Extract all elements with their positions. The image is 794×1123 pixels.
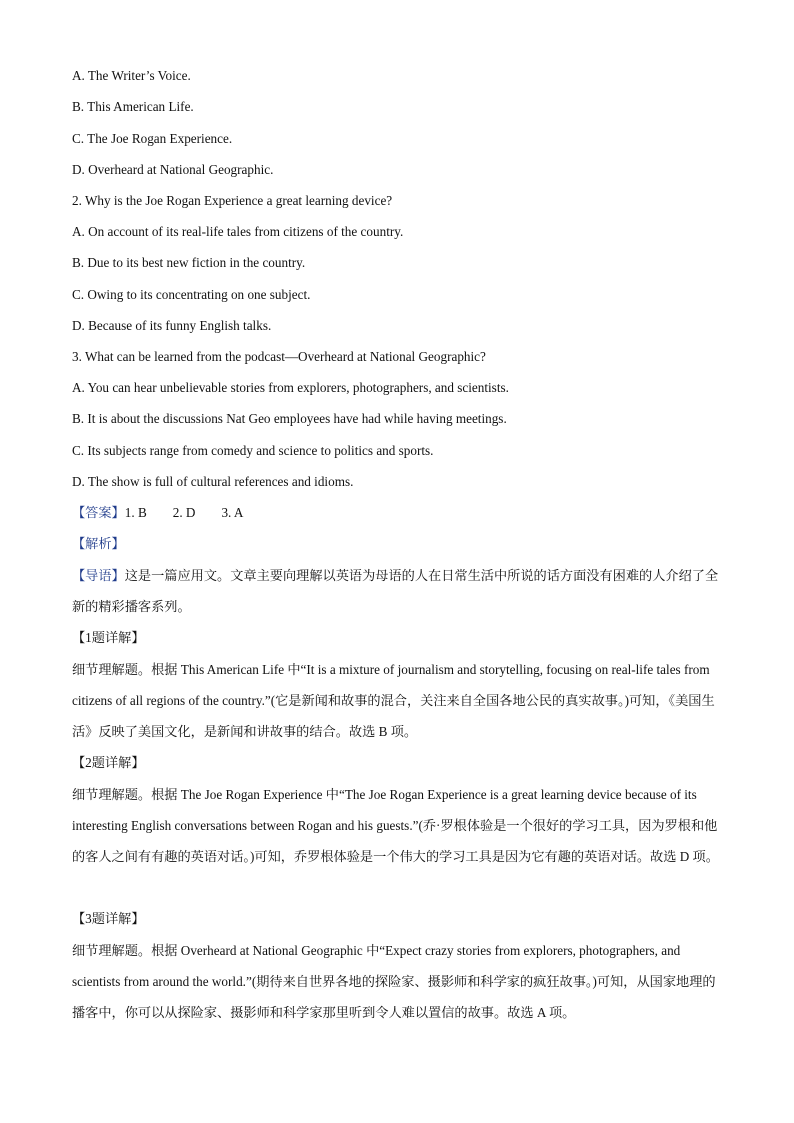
q3-option-a: A. You can hear unbelievable stories from explorers, photographers, and scientists.: [72, 380, 509, 395]
answer-item-1: 1. B: [124, 505, 147, 520]
document-page: [72, 0, 724, 1123]
guide-text: 这是一篇应用文。文章主要向理解以英语为母语的人在日常生活中所说的话方面没有困难的人介绍了全新的精彩播客系列。: [72, 568, 719, 615]
q3-option-b: B. It is about the discussions Nat Geo employees have had while having meetings.: [72, 411, 507, 426]
detail3-label: 【3题详解】: [72, 911, 145, 926]
answer-item-2: 2. D: [172, 505, 196, 520]
answer-item-3: 3. A: [221, 505, 244, 520]
detail3-text: 细节理解题。根据 Overheard at National Geographic 中“Expect crazy stories from explorers, photographers, and scientists from around the world.”(期待来自世界各地的探险家、摄影师和科学家的疯狂故事。)可知，从国家地理的播客中，你可以从探险家、摄影师和科学家那里听到令人难以置信的故事。故选 A 项。: [72, 943, 716, 1021]
answer-label: 【答案】: [72, 505, 125, 520]
guide-label: 【导语】: [72, 568, 125, 583]
detail2-label: 【2题详解】: [72, 755, 145, 770]
q1-option-c: C. The Joe Rogan Experience.: [72, 131, 233, 146]
q3-option-d: D. The show is full of cultural references and idioms.: [72, 474, 354, 489]
q1-option-a: A. The Writer’s Voice.: [72, 68, 191, 83]
q2-option-a: A. On account of its real-life tales from citizens of the country.: [72, 224, 404, 239]
q1-option-b: B. This American Life.: [72, 99, 194, 114]
q2-option-d: D. Because of its funny English talks.: [72, 318, 272, 333]
q1-option-d: D. Overheard at National Geographic.: [72, 162, 274, 177]
q2-option-b: B. Due to its best new fiction in the country.: [72, 255, 306, 270]
q2-option-c: C. Owing to its concentrating on one subject.: [72, 287, 311, 302]
q3-option-c: C. Its subjects range from comedy and science to politics and sports.: [72, 443, 434, 458]
q2-stem: 2. Why is the Joe Rogan Experience a great learning device?: [72, 193, 393, 208]
detail2-text: 细节理解题。根据 The Joe Rogan Experience 中“The Joe Rogan Experience is a great learning device because of its interesting English conversations between Rogan and his guests.”(乔·罗根体验是一个很好的学习工具，因为罗根和他的客人之间有有趣的英语对话。)可知，乔罗根体验是一个伟大的学习工具是因为它有趣的英语对话。故选 D 项。: [72, 787, 719, 865]
detail1-text: 细节理解题。根据 This American Life 中“It is a mixture of journalism and storytelling, focusing on real-life tales from citizens of all regions of the country.”(它是新闻和故事的混合，关注来自全国各地公民的真实故事。)可知，《美国生活》反映了美国文化，是新闻和讲故事的结合。故选 B 项。: [72, 662, 715, 740]
analysis-label: 【解析】: [72, 536, 125, 551]
detail1-label: 【1题详解】: [72, 630, 145, 645]
q3-stem: 3. What can be learned from the podcast—Overheard at National Geographic?: [72, 349, 486, 364]
answer-row: [72, 504, 243, 522]
guide-paragraph: [72, 560, 724, 622]
